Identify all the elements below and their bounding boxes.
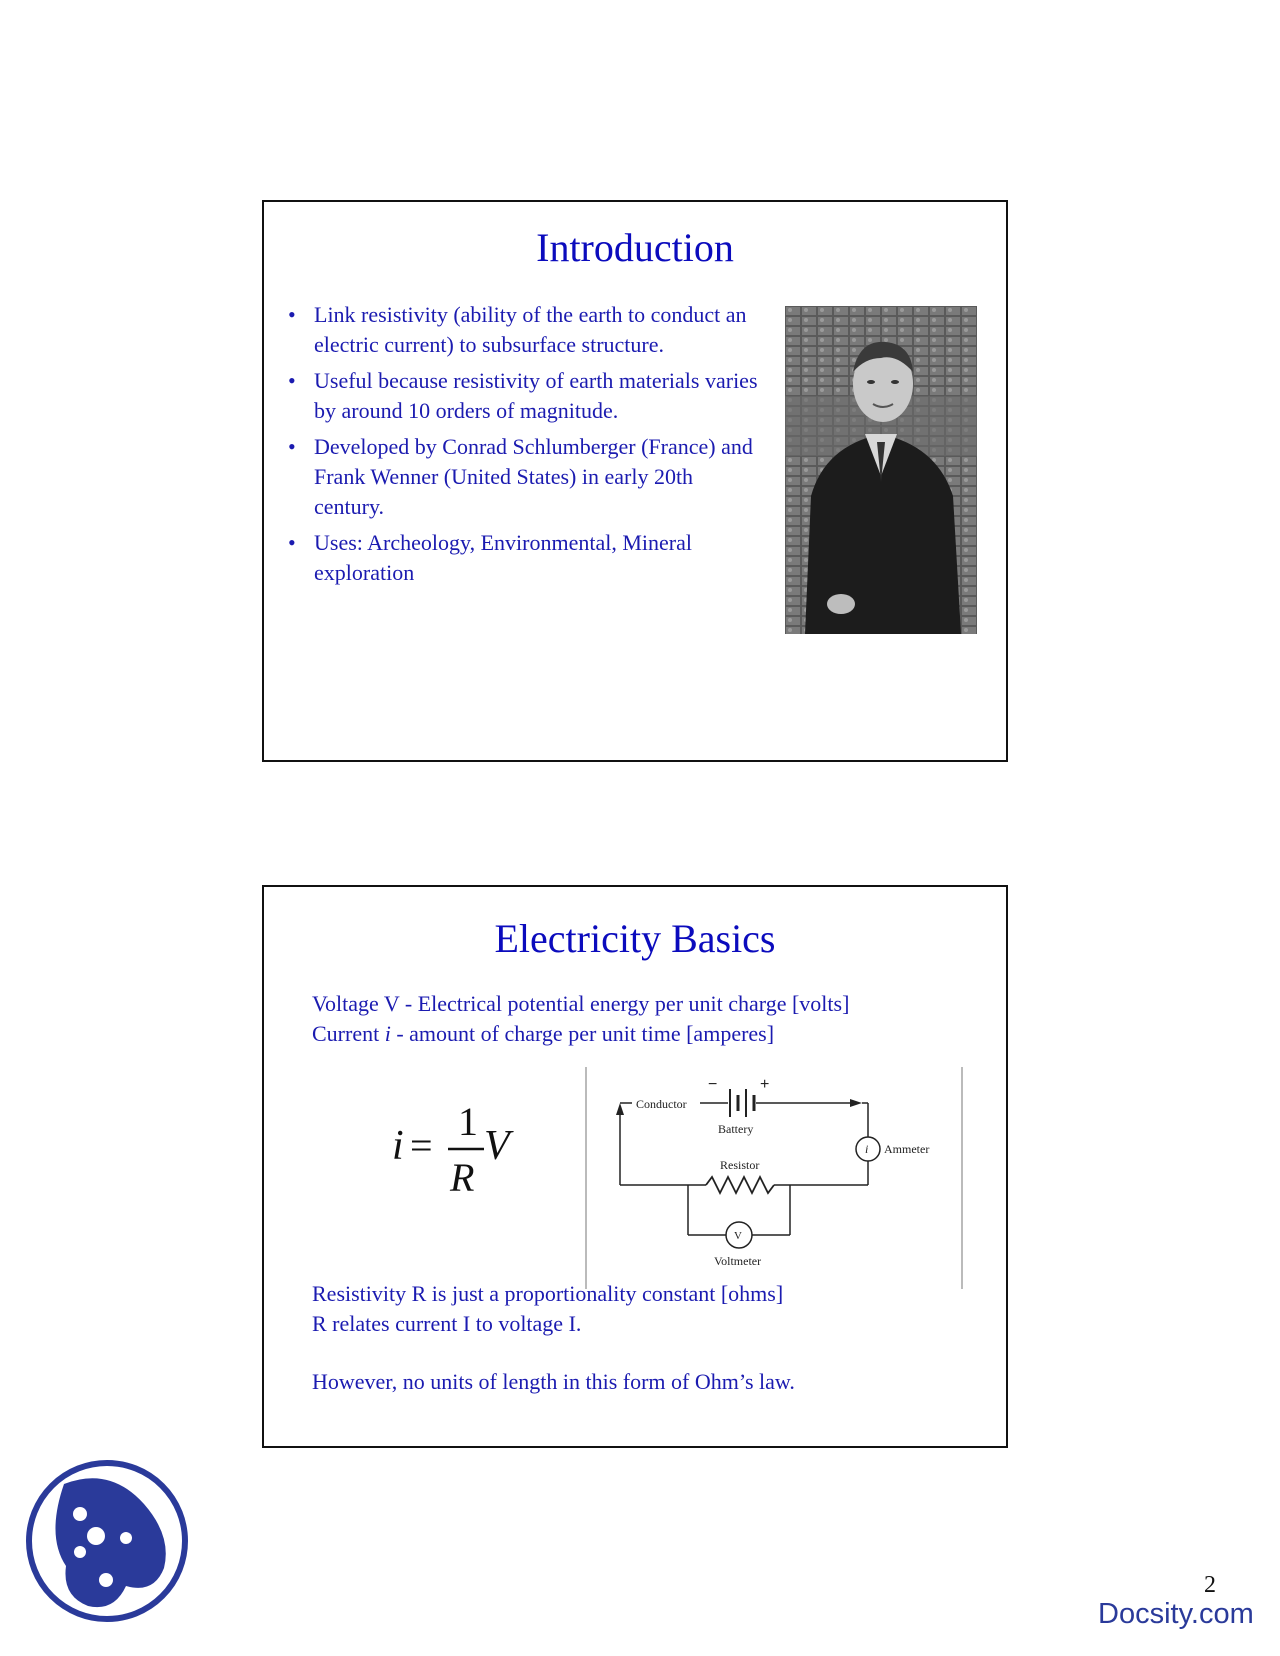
- voltmeter-symbol: V: [734, 1230, 742, 1242]
- circuit-diagram: [582, 1067, 966, 1289]
- formula-equals: =: [410, 1123, 433, 1168]
- battery-plus: +: [760, 1076, 770, 1093]
- voltmeter-label: Voltmeter: [714, 1254, 762, 1268]
- bullet-text: Developed by Conrad Schlumberger (France) and Frank Wenner (United States) in early 20th century.: [314, 434, 753, 519]
- bullet-icon: •: [288, 434, 296, 459]
- ammeter-label: Ammeter: [884, 1142, 930, 1156]
- bullet-text: Uses: Archeology, Environmental, Mineral exploration: [314, 530, 692, 585]
- list-item: [288, 528, 758, 588]
- relates-line: R relates current I to voltage I.: [312, 1311, 582, 1336]
- formula-var: V: [484, 1123, 510, 1169]
- slide-electricity-basics: [262, 885, 1008, 1448]
- conductor-label: Conductor: [636, 1097, 687, 1111]
- bullet-icon: •: [288, 302, 296, 327]
- list-item: [288, 300, 758, 360]
- docsity-logo-icon: [22, 1456, 192, 1626]
- formula-denominator: R: [450, 1155, 475, 1200]
- voltage-definition: Voltage V - Electrical potential energy per unit charge [volts]: [312, 991, 850, 1016]
- battery-label: Battery: [718, 1122, 754, 1136]
- formula-lhs: i: [392, 1123, 404, 1169]
- formula-numerator: 1: [458, 1099, 478, 1144]
- page-number: 2: [1204, 1572, 1216, 1598]
- current-prefix: Current: [312, 1021, 385, 1046]
- slide-title: Introduction: [536, 225, 734, 270]
- ohms-law-formula: [386, 1093, 536, 1203]
- portrait-photo: [785, 306, 977, 634]
- bullet-text: Link resistivity (ability of the earth to conduct an electric current) to subsurface structure.: [314, 302, 747, 357]
- list-item: [288, 366, 758, 426]
- battery-minus: −: [708, 1076, 718, 1093]
- ammeter-symbol: i: [865, 1142, 869, 1156]
- slide-title: Electricity Basics: [494, 916, 776, 961]
- current-definition: [312, 1019, 774, 1049]
- bullet-list: [288, 300, 758, 594]
- however-line: However, no units of length in this form of Ohm’s law.: [312, 1369, 795, 1394]
- resistor-label: Resistor: [720, 1158, 760, 1172]
- current-rest: - amount of charge per unit time [amperes]: [390, 1021, 775, 1046]
- resistivity-definition: Resistivity R is just a proportionality constant [ohms]: [312, 1281, 784, 1306]
- slide-introduction: [262, 200, 1008, 762]
- bullet-text: Useful because resistivity of earth materials varies by around 10 orders of magnitude.: [314, 368, 758, 423]
- current-variable: i: [384, 1021, 391, 1046]
- bullet-icon: •: [288, 368, 296, 393]
- list-item: [288, 432, 758, 522]
- bullet-icon: •: [288, 530, 296, 555]
- brand-link[interactable]: Docsity.com: [1098, 1598, 1254, 1630]
